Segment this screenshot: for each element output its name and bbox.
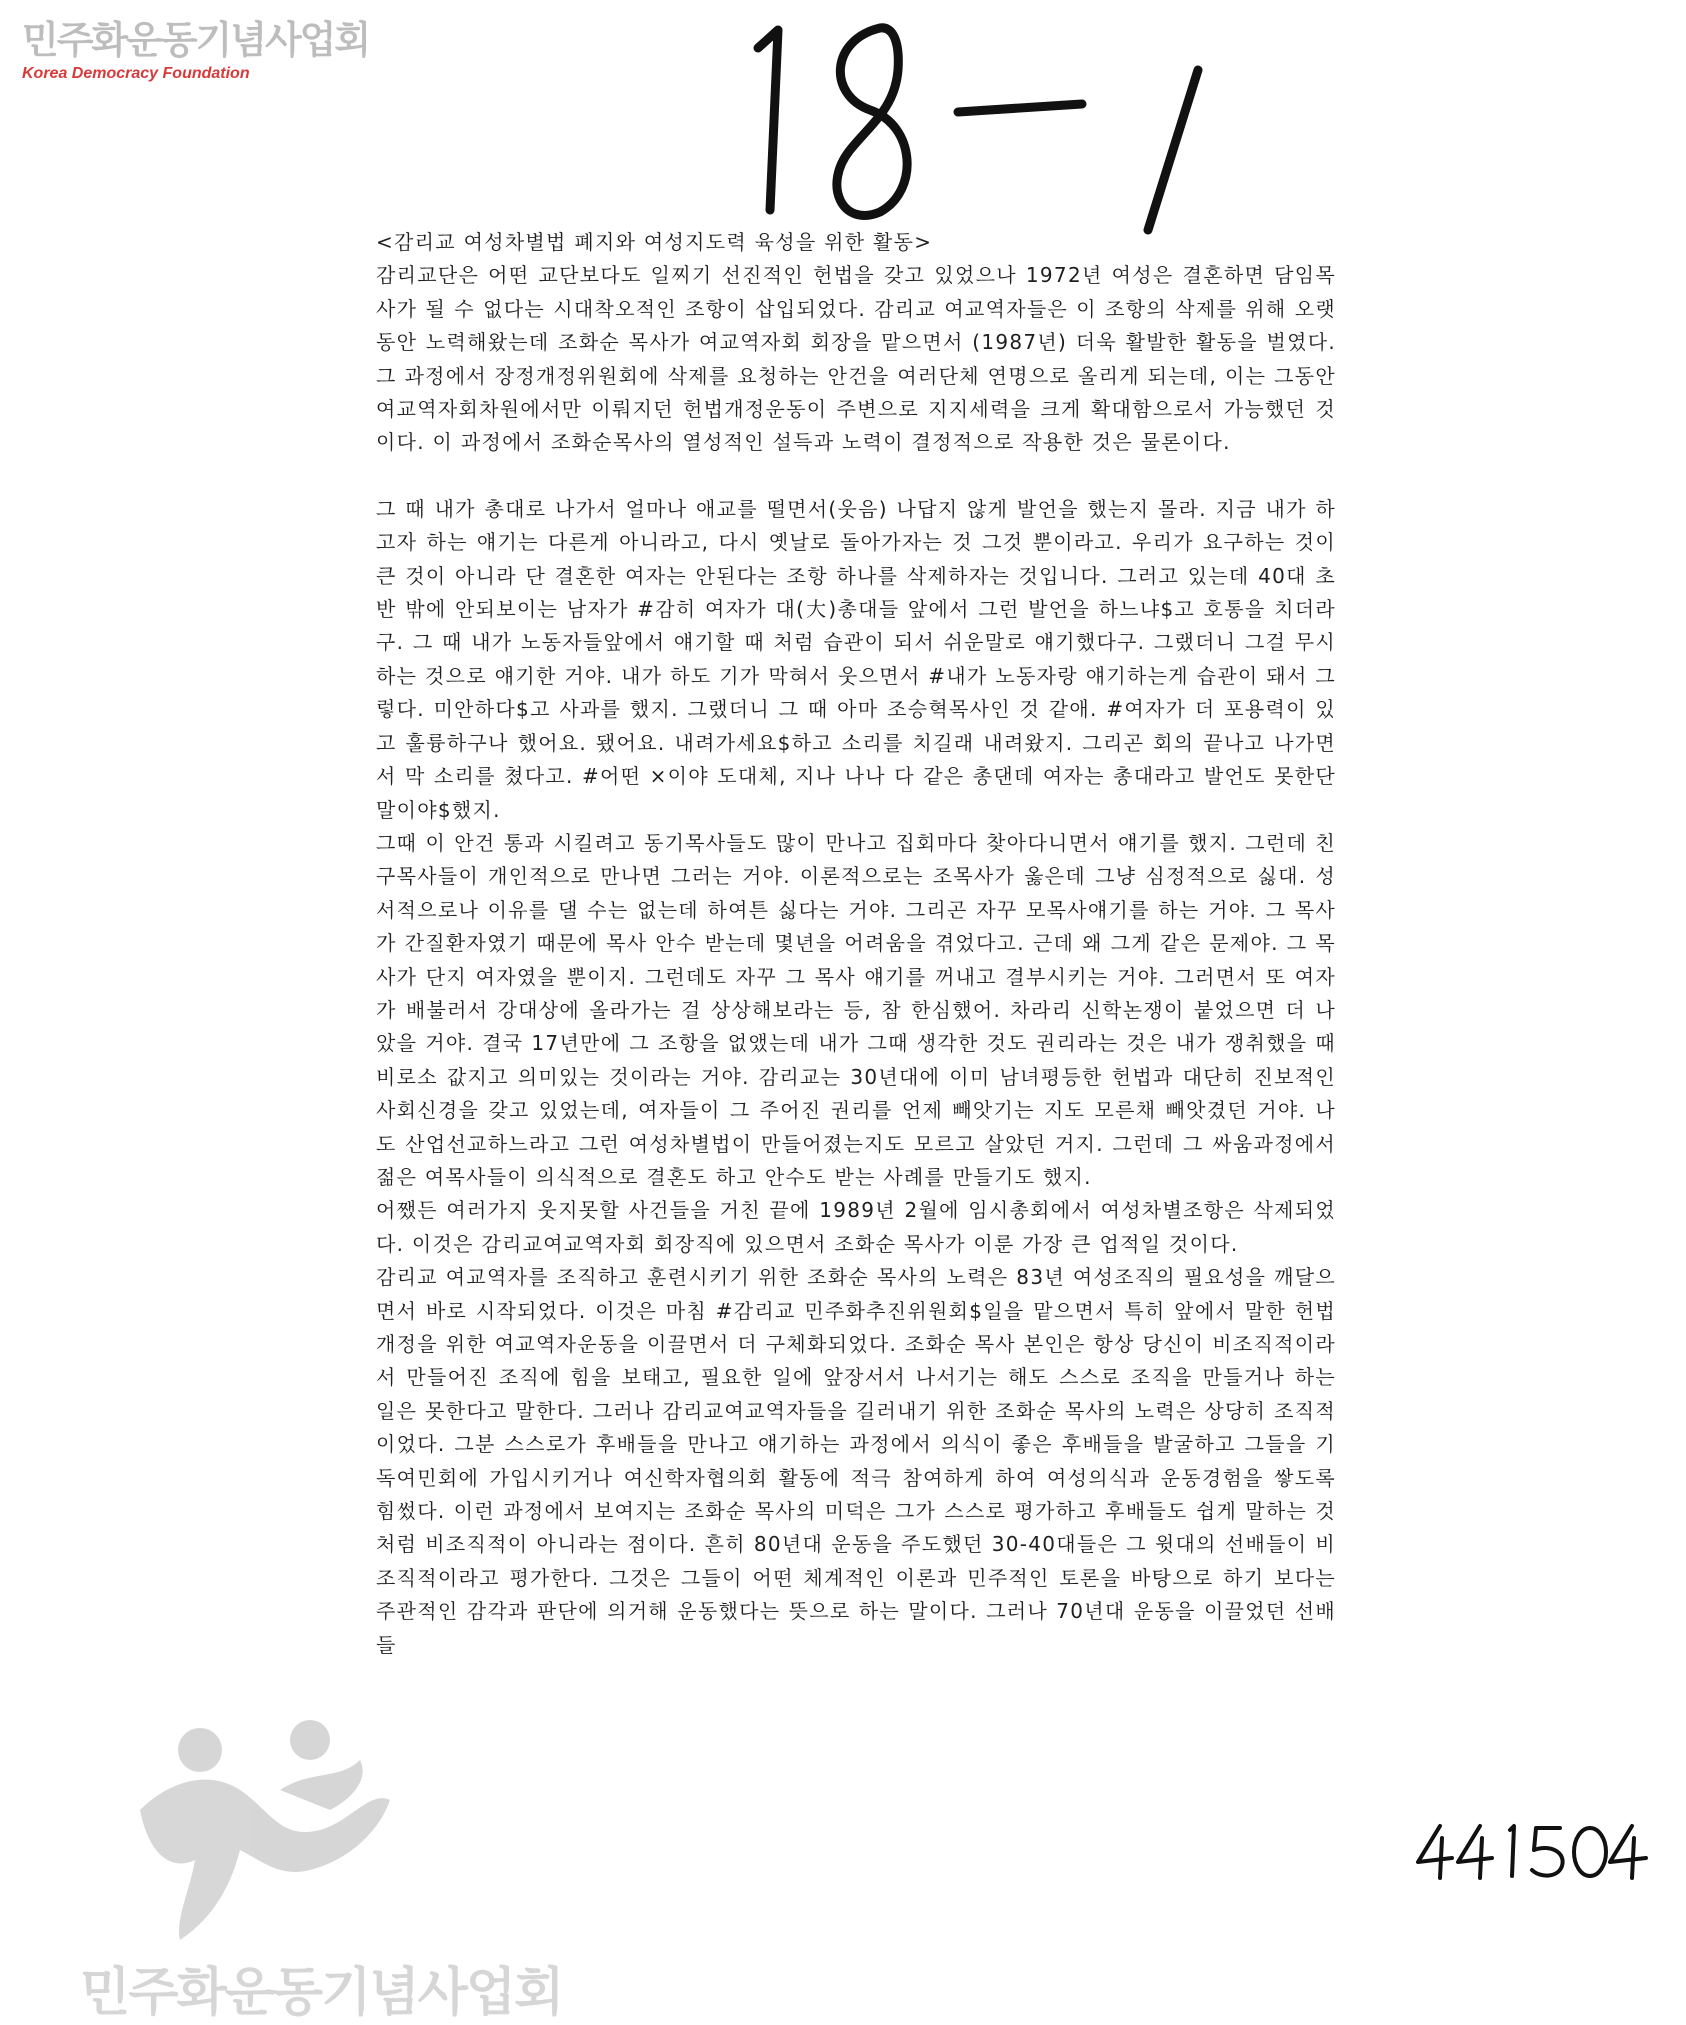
document-title: <감리교 여성차별법 폐지와 여성지도력 육성을 위한 활동>	[376, 230, 933, 254]
paragraph: 그 때 내가 총대로 나가서 얼마나 애교를 떨면서(웃음) 나답지 않게 발언을 했는지 몰라. 지금 내가 하고자 하는 얘기는 다른게 아니라고, 다시 옛날로 돌아가자는 것 그것 뿐이라고. 우리가 요구하는 것이 큰 것이 아니라 단 결혼한 여자는 안된다는 조항 하나를 삭제하자는 것입니다. 그러고 있는데 40대 초반 밖에 안되보이는 남자가 #감히 여자가 대(大)총대들 앞에서 그런 발언을 하느냐$고 호통을 치더라구. 그 때 내가 노동자들앞에서 얘기할 때 처럼 습관이 되서 쉬운말로 얘기했다구. 그랬더니 그걸 무시하는 것으로 얘기한 거야. 내가 하도 기가 막혀서 웃으면서 #내가 노동자랑 얘기하는게 습관이 돼서 그렇다. 미안하다$고 사과를 했지. 그랬더니 그 때 아마 조승혁목사인 것 같애. #여자가 더 포용력이 있고 훌륭하구나 했어요. 됐어요. 내려가세요$하고 소리를 치길래 내려왔지. 그리곤 회의 끝나고 나가면서 막 소리를 쳤다고. #어떤 ×이야 도대체, 지나 나나 다 같은 총댄데 여자는 총대라고 발언도 못한단 말이야$했지.	[376, 496, 1336, 822]
handwritten-page-number	[730, 0, 1250, 240]
handwritten-side-number	[1410, 1816, 1650, 1886]
watermark-korean: 민주화운동기념사업회	[22, 18, 370, 62]
paragraph: 감리교 여교역자를 조직하고 훈련시키기 위한 조화순 목사의 노력은 83년 여성조직의 필요성을 깨달으면서 바로 시작되었다. 이것은 마침 #감리교 민주화추진위원회$일을 맡으면서 특히 앞에서 말한 헌법개정을 위한 여교역자운동을 이끌면서 더 구체화되었다. 조화순 목사 본인은 항상 당신이 비조직적이라서 만들어진 조직에 힘을 보태고, 필요한 일에 앞장서서 나서기는 해도 스스로 조직을 만들거나 하는 일은 못한다고 말한다. 그러나 감리교여교역자들을 길러내기 위한 조화순 목사의 노력은 상당히 조직적이었다. 그분 스스로가 후배들을 만나고 얘기하는 과정에서 의식이 좋은 후배들을 발굴하고 그들을 기독여민회에 가입시키거나 여신학자협의회 활동에 적극 참여하게 하여 여성의식과 운동경험을 쌓도록 힘썼다. 이런 과정에서 보여지는 조화순 목사의 미덕은 그가 스스로 평가하고 후배들도 쉽게 말하는 것처럼 비조직적이 아니라는 점이다. 흔히 80년대 운동을 주도했던 30-40대들은 그 윗대의 선배들이 비조직적이라고 평가한다. 그것은 그들이 어떤 체계적인 이론과 민주적인 토론을 바탕으로 하기 보다는 주관적인 감각과 판단에 의거해 운동했다는 뜻으로 하는 말이다. 그러나 70년대 운동을 이끌었던 선배들	[376, 1265, 1336, 1657]
paragraph: 그때 이 안건 통과 시킬려고 동기목사들도 많이 만나고 집회마다 찾아다니면서 얘기를 했지. 그런데 친구목사들이 개인적으로 만나면 그러는 거야. 이론적으로는 조목사가 옳은데 그냥 심정적으로 싫대. 성서적으로나 이유를 댈 수는 없는데 하여튼 싫다는 거야. 그리곤 자꾸 모목사얘기를 하는 거야. 그 목사가 간질환자였기 때문에 목사 안수 받는데 몇년을 어려움을 겪었다고. 근데 왜 그게 같은 문제야. 그 목사가 단지 여자였을 뿐이지. 그런데도 자꾸 그 목사 얘기를 꺼내고 결부시키는 거야. 그러면서 또 여자가 배불러서 강대상에 올라가는 걸 상상해보라는 등, 참 한심했어. 차라리 신학논쟁이 붙었으면 더 나았을 거야. 결국 17년만에 그 조항을 없앴는데 내가 그때 생각한 것도 권리라는 것은 내가 쟁취했을 때 비로소 값지고 의미있는 것이라는 거야. 감리교는 30년대에 이미 남녀평등한 헌법과 대단히 진보적인 사회신경을 갖고 있었는데, 여자들이 그 주어진 권리를 언제 빼앗기는 지도 모른채 빼앗겼던 거야. 나도 산업선교하느라고 그런 여성차별법이 만들어졌는지도 모르고 살았던 거지. 그런데 그 싸움과정에서 젊은 여목사들이 의식적으로 결혼도 하고 안수도 받는 사례를 만들기도 했지.	[376, 830, 1336, 1189]
paragraph: 감리교단은 어떤 교단보다도 일찌기 선진적인 헌법을 갖고 있었으나 1972년 여성은 결혼하면 담임목사가 될 수 없다는 시대착오적인 조항이 삽입되었다. 감리교 여교역자들은 이 조항의 삭제를 위해 오랫동안 노력해왔는데 조화순 목사가 여교역자회 회장을 맡으면서 (1987년) 더욱 활발한 활동을 벌였다. 그 과정에서 장정개정위원회에 삭제를 요청하는 안건을 여러단체 연명으로 올리게 되는데, 이는 그동안 여교역자회차원에서만 이뤄지던 헌법개정운동이 주변으로 지지세력을 크게 확대함으로서 가능했던 것이다. 이 과정에서 조화순목사의 열성적인 설득과 노력이 결정적으로 작용한 것은 물론이다.	[376, 263, 1336, 455]
running-figures-logo	[80, 1700, 420, 1960]
side-number-strokes	[1410, 1816, 1650, 1886]
paragraph: 어쨌든 여러가지 웃지못할 사건들을 거친 끝에 1989년 2월에 임시총회에서 여성차별조항은 삭제되었다. 이것은 감리교여교역자회 회장직에 있으면서 조화순 목사가 이룬 가장 큰 업적일 것이다.	[376, 1198, 1336, 1256]
document-body	[376, 226, 1336, 1662]
foundation-watermark	[22, 18, 370, 84]
bottom-watermark-text: 민주화운동기념사업회	[80, 1963, 563, 2023]
watermark-english: Korea Democracy Foundation	[22, 65, 250, 82]
handwritten-page-number-strokes	[730, 0, 1250, 240]
